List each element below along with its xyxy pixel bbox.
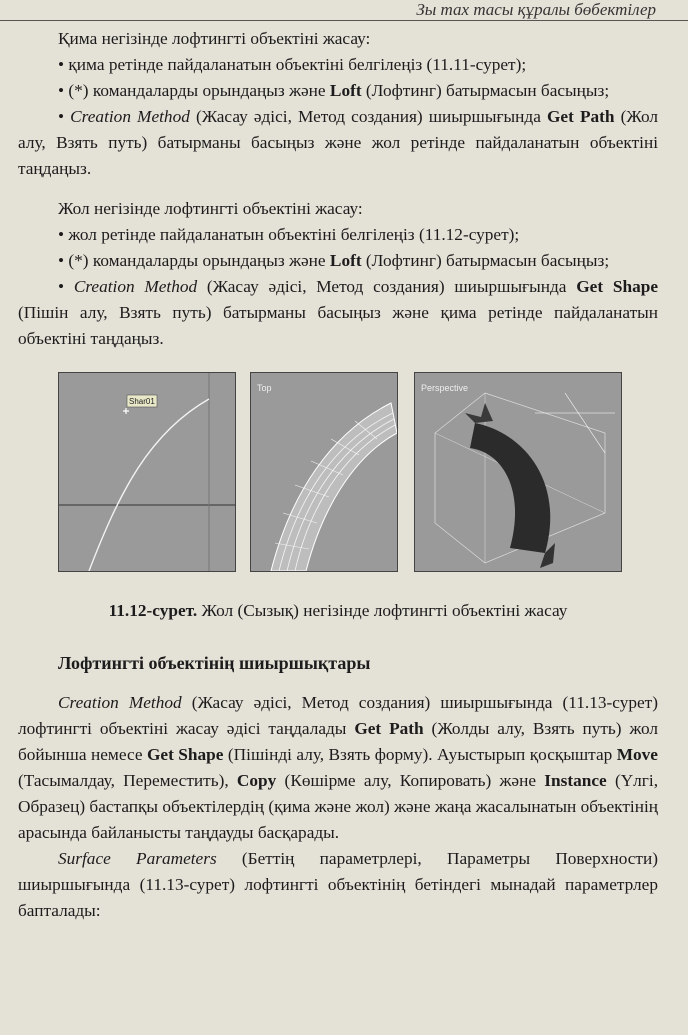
bullet-item: • Creation Method (Жасау әдісі, Метод создания) шиыршығында Get Path (Жол алу, Взять путь) батырманы басыңыз және жол ретінде пайдаланатын объектіні таңдаңыз. (18, 104, 658, 182)
bullet-item: • жол ретінде пайдаланатын объектіні белгілеңіз (11.12-сурет); (18, 222, 658, 248)
running-header (0, 0, 688, 21)
viewport-perspective-label: Perspective (421, 383, 469, 393)
running-header-title: Зы тах тасы құралы бөбектілер (416, 0, 656, 19)
path-curve-illustration (59, 373, 235, 571)
page-body (18, 26, 658, 924)
section-title: Лофтингті объектінің шиыршықтары (58, 653, 371, 673)
figure-11-12 (18, 362, 658, 592)
section-intro-path: Жол негізінде лофтингті объектіні жасау: (58, 199, 363, 218)
viewport-top (250, 372, 398, 572)
bullet-item: • қима ретінде пайдаланатын объектіні белгілеңіз (11.11-сурет); (18, 52, 658, 78)
section-intro-shape: Қима негізінде лофтингті объектіні жасау: (58, 29, 371, 48)
loft-wireframe-illustration (251, 373, 397, 571)
path-tag: Shar01 (129, 397, 155, 406)
paragraph-surface-parameters: Surface Parameters (Беттің параметрлері, Параметры Поверхности) шиыршығында (11.13-сурет) лофтингті объектінің бетіндегі мынадай параметрлер бапталады: (18, 849, 658, 920)
viewport-top-label: Top (257, 383, 272, 393)
viewport-perspective (414, 372, 622, 572)
paragraph-creation-method: Creation Method (Жасау әдісі, Метод создания) шиыршығында (11.13-сурет) лофтингті объектіні жасау әдісі таңдалады Get Path (Жолды алу, Взять путь) жол бойынша немесе Get Shape (Пішінді алу, Взять форму). Ауыстырып қосқыштар Move (Тасымалдау, Переместить), Copy (Көшірме алу, Копировать) және Instance (Үлгі, Образец) бастапқы объектілердің (қима және жол) және жаңа жасалынатын объектінің арасында байланысты таңдауды басқарады. (18, 693, 659, 842)
bullet-item: • Creation Method (Жасау әдісі, Метод создания) шиыршығында Get Shape (Пішін алу, Взять путь) батырманы басыңыз және қима ретінде пайдаланатын объектіні таңдаңыз. (18, 274, 658, 352)
loft-render-illustration (415, 373, 621, 571)
bullet-item: • (*) командаларды орындаңыз және Loft (Лофтинг) батырмасын басыңыз; (18, 248, 658, 274)
viewport-path (58, 372, 236, 572)
figure-caption: 11.12-сурет. Жол (Сызық) негізінде лофтингті объектіні жасау (108, 601, 568, 620)
bullet-item: • (*) командаларды орындаңыз және Loft (Лофтинг) батырмасын басыңыз; (18, 78, 658, 104)
